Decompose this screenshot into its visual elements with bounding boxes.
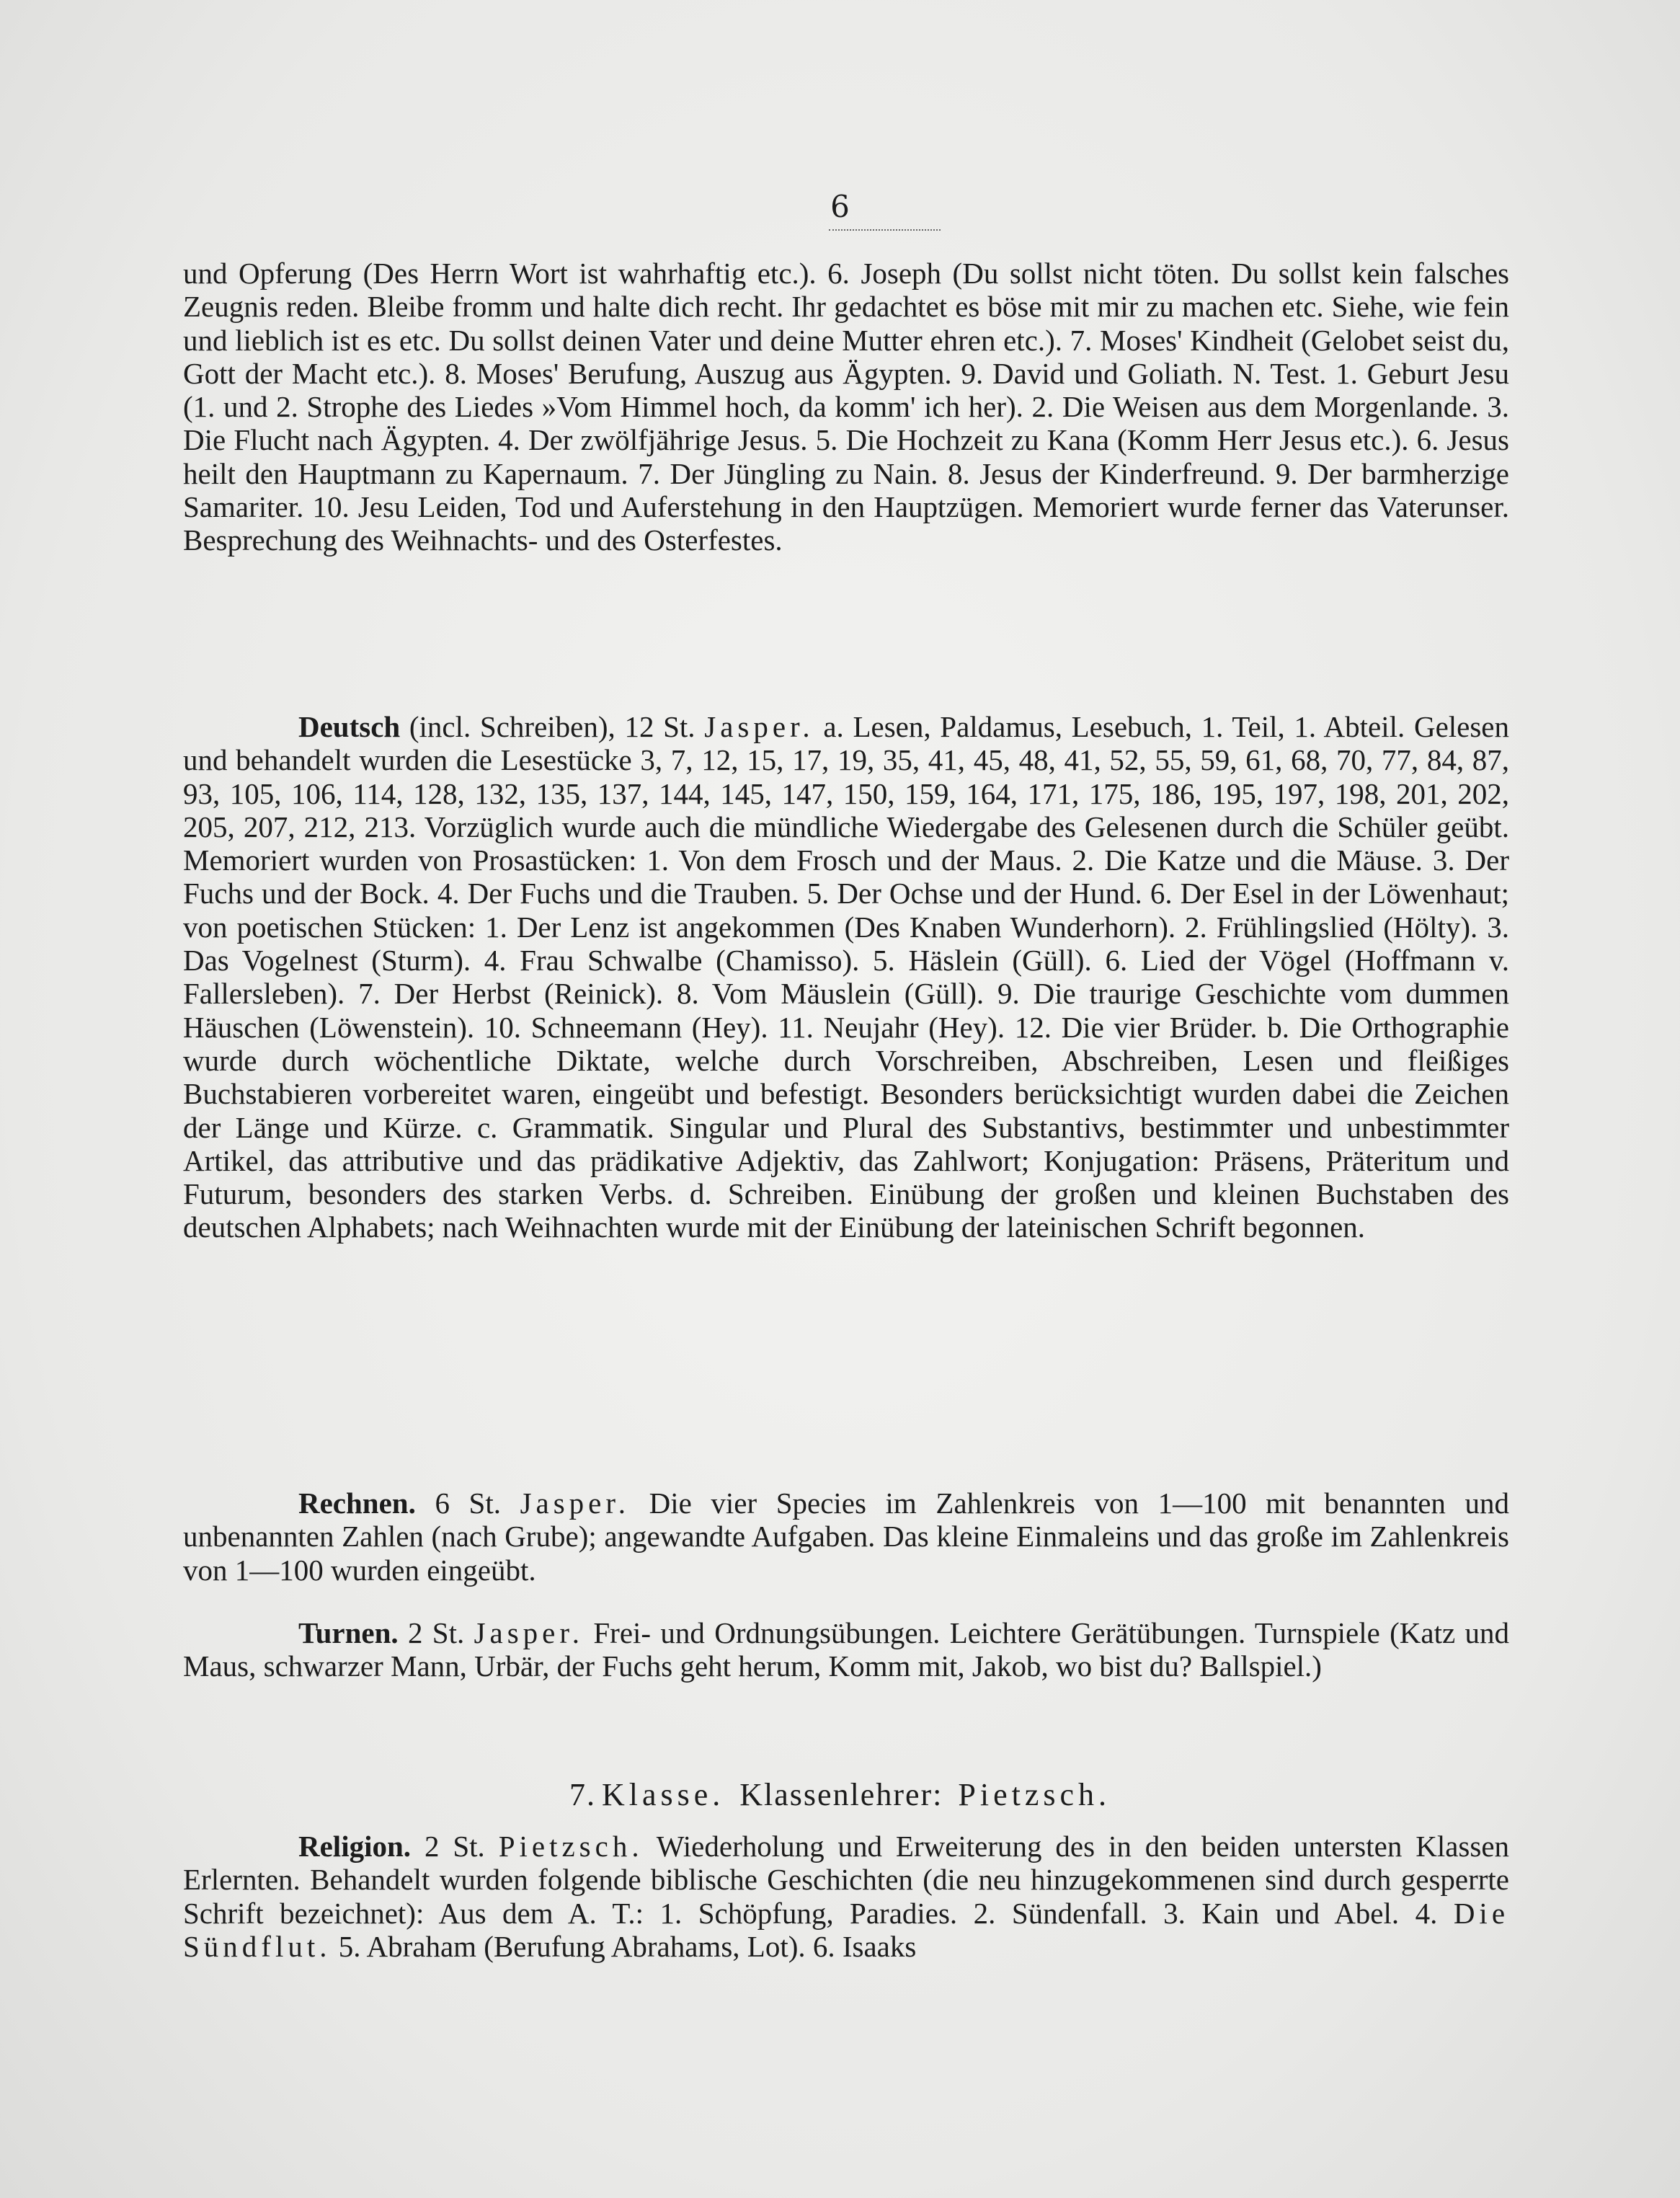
subject-title: Deutsch [298, 710, 401, 743]
page-number: 6 [830, 189, 850, 224]
section-text: Frei- und Ordnungsübungen. Leichtere Gerätübungen. Turnspiele (Katz und Maus, schwarzer Mann, Urbär, der Fuchs geht herum, Komm mit, Jakob, wo bist du? Ballspiel.) [183, 1616, 1509, 1683]
section-text: Wiederholung und Erweiterung des in den beiden untersten Klassen Erlernten. Behandelt wurden folgende biblische Geschichten (die neu hinzugekommenen sind durch gesperrte Schrift bezeichnet): Aus dem A. T.: 1. Schöpfung, Paradies. 2. Sündenfall. 3. Kain und Abel. 4. [183, 1830, 1510, 1930]
section-deutsch [183, 710, 1509, 1244]
page-number-rule [829, 229, 941, 231]
subject-title: Rechnen. [298, 1486, 416, 1520]
spaced-highlight: Die Sündflut. [183, 1896, 1510, 1963]
subject-title: Turnen. [298, 1616, 399, 1649]
teacher-name: Jasper. [474, 1616, 585, 1649]
class-teacher-name: Pietzsch. [958, 1777, 1111, 1812]
teacher-name: Pietzsch. [498, 1830, 644, 1863]
class-label: Klasse. [601, 1777, 725, 1812]
subject-title: Religion. [298, 1830, 412, 1863]
class-number: 7. [569, 1777, 596, 1812]
section-text-end: 5. Abraham (Berufung Abrahams, Lot). 6. Isaaks [331, 1929, 917, 1963]
section-text: Die vier Species im Zahlenkreis von 1—100 mit benannten und unbenannten Zahlen (nach Grube); angewandte Aufgaben. Das kleine Einmaleins und das große im Zahlenkreis von 1—100 wurden eingeübt. [183, 1486, 1509, 1587]
subject-hours: 6 St. [415, 1486, 501, 1520]
section-turnen [183, 1616, 1509, 1683]
teacher-name: Jasper. [704, 710, 814, 743]
class-teacher-label: Klassenlehrer: [739, 1777, 943, 1812]
class-heading [0, 1776, 1680, 1813]
section-rechnen [183, 1486, 1509, 1587]
subject-hours: (incl. Schreiben), 12 St. [400, 710, 695, 743]
subject-hours: 2 St. [411, 1830, 485, 1863]
subject-hours: 2 St. [398, 1616, 465, 1649]
section-religion [183, 1830, 1509, 1963]
section-text: a. Lesen, Paldamus, Lesebuch, 1. Teil, 1. Abteil. Gelesen und behandelt wurden die Lesestücke 3, 7, 12, 15, 17, 19, 35, 41, 45, 48, 41, 52, 55, 59, 61, 68, 70, 77, 84, 87, 93, 105, 106, 114, 128, 132, 135, 137, 144, 145, 147, 150, 159, 164, 171, 175, 186, 195, 197, 198, 201, 202, 205, 207, 212, 213. Vorzüglich wurde auch die mündliche Wiedergabe des Gelesenen durch die Schüler geübt. Memoriert wurden von Prosastücken: 1. Von dem Frosch und der Maus. 2. Die Katze und die Mäuse. 3. Der Fuchs und der Bock. 4. Der Fuchs und die Trauben. 5. Der Ochse und der Hund. 6. Der Esel in der Löwenhaut; von poetischen Stücken: 1. Der Lenz ist angekommen (Des Knaben Wunderhorn). 2. Frühlingslied (Hölty). 3. Das Vogelnest (Sturm). 4. Frau Schwalbe (Chamisso). 5. Häslein (Güll). 6. Lied der Vögel (Hoffmann v. Fallersleben). 7. Der Herbst (Reinick). 8. Vom Mäuslein (Güll). 9. Die traurige Geschichte vom dummen Häuschen (Löwenstein). 10. Schneemann (Hey). 11. Neujahr (Hey). 12. Die vier Brüder. b. Die Orthographie wurde durch wöchentliche Diktate, welche durch Vorschreiben, Abschreiben, Lesen und fleißiges Buchstabieren vorbereitet waren, eingeübt und befestigt. Besonders berücksichtigt wurden dabei die Zeichen der Länge und Kürze. c. Grammatik. Singular und Plural des Substantivs, bestimmter und unbestimmter Artikel, das attributive und das prädikative Adjektiv, das Zahlwort; Konjugation: Präsens, Präteritum und Futurum, besonders des starken Verbs. d. Schreiben. Einübung der großen und kleinen Buchstaben des deutschen Alphabets; nach Weihnachten wurde mit der Einübung der lateinischen Schrift begonnen. [183, 710, 1510, 1244]
religion-continuation: und Opferung (Des Herrn Wort ist wahrhaftig etc.). 6. Joseph (Du sollst nicht töten. Du sollst kein falsches Zeugnis reden. Bleibe fromm und halte dich recht. Ihr gedachtet es böse mit mir zu machen etc. Siehe, wie fein und lieblich ist es etc. Du sollst deinen Vater und deine Mutter ehren etc.). 7. Moses' Kindheit (Gelobet seist du, Gott der Macht etc.). 8. Moses' Berufung, Auszug aus Ägypten. 9. David und Goliath. N. Test. 1. Geburt Jesu (1. und 2. Strophe des Liedes »Vom Himmel hoch, da komm' ich her). 2. Die Weisen aus dem Morgenlande. 3. Die Flucht nach Ägypten. 4. Der zwölfjährige Jesus. 5. Die Hochzeit zu Kana (Komm Herr Jesus etc.). 6. Jesus heilt den Hauptmann zu Kapernaum. 7. Der Jüngling zu Nain. 8. Jesus der Kinderfreund. 9. Der barmherzige Samariter. 10. Jesu Leiden, Tod und Auferstehung in den Hauptzügen. Memoriert wurde ferner das Vaterunser. Besprechung des Weihnachts- und des Osterfestes. [183, 257, 1509, 557]
teacher-name: Jasper. [520, 1486, 631, 1520]
